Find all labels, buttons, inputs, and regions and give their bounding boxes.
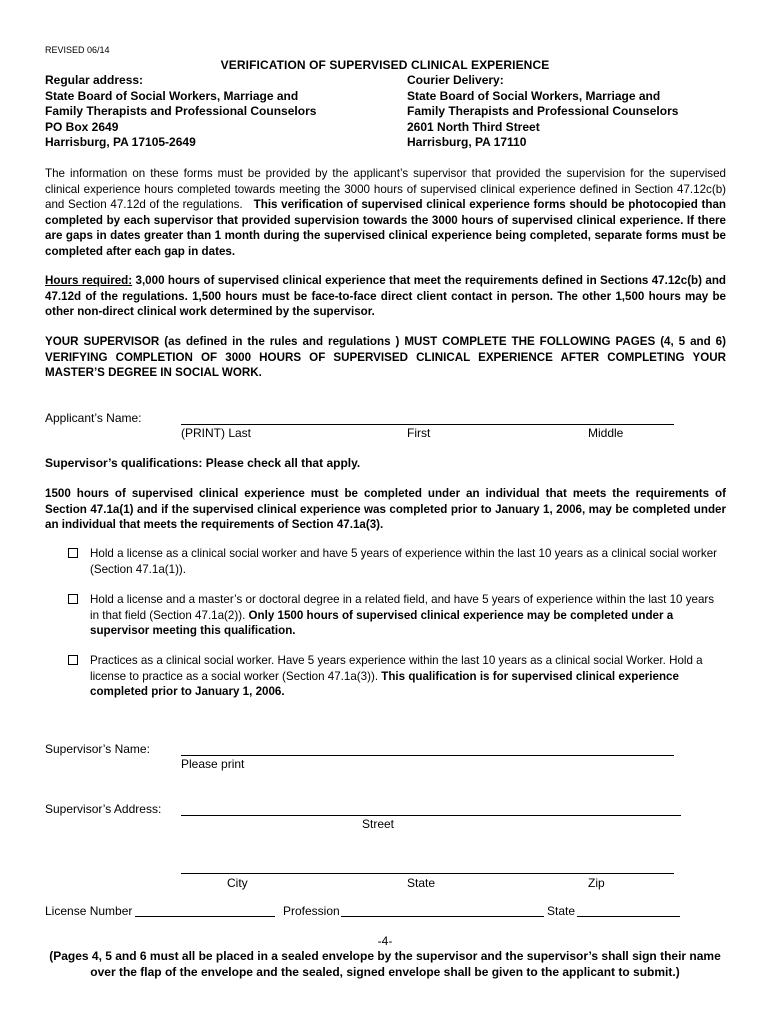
applicant-name-label: Applicant’s Name: <box>45 411 142 425</box>
intro-bold-text: This verification of supervised clinical experience forms should be photocopied than completed by each supervisor that provided supervision towards the 3000 hours of supervised clinical experience. If there are gaps in dates greater than 1 month during the supervised clinical experience being completed, separate forms must be completed after each gap in dates. <box>45 198 726 258</box>
intro-paragraph <box>45 166 726 259</box>
qualification-option-2 <box>68 592 718 639</box>
hours-required-label: Hours required: <box>45 274 133 287</box>
regular-address-line2: Family Therapists and Professional Counselors <box>45 104 317 119</box>
courier-address <box>407 73 678 151</box>
applicant-name-field[interactable] <box>181 424 674 425</box>
regular-address <box>45 73 316 151</box>
page-number: -4- <box>377 934 393 948</box>
state-hint: State <box>407 876 436 890</box>
courier-address-line4: Harrisburg, PA 17110 <box>407 135 527 150</box>
license-number-label: License Number <box>45 904 133 918</box>
supervisor-name-label: Supervisor’s Name: <box>45 742 150 756</box>
form-title: VERIFICATION OF SUPERVISED CLINICAL EXPERIENCE <box>220 58 550 72</box>
revision-label: REVISED 06/14 <box>45 45 110 55</box>
footer-note: (Pages 4, 5 and 6 must all be placed in a sealed envelope by the supervisor and the supervisor’s shall sign their name over the flap of the envelope and the sealed, signed envelope shall be given to the applicant to submit.) <box>49 949 721 979</box>
qualification-checkbox-3[interactable] <box>68 655 78 665</box>
qualification-option-2-bold: Only 1500 hours of supervised clinical experience may be completed under a supervisor meeting this qualification. <box>90 608 674 637</box>
courier-address-line3: 2601 North Third Street <box>407 119 540 134</box>
intro-normal-text: The information on these forms must be provided by the applicant’s supervisor that provided the supervision for the supervised clinical experience hours completed towards meeting the 3000 hours of supervised clinical experience defined in Section 47.12c(b) and Section 47.12d of the regulations. <box>45 167 726 211</box>
applicant-middle-hint: Middle <box>588 426 624 440</box>
qualification-option-1 <box>68 546 718 577</box>
hours-required-paragraph <box>45 273 726 320</box>
profession-field[interactable] <box>341 916 544 917</box>
license-number-field[interactable] <box>135 916 275 917</box>
license-state-label: State <box>547 904 576 918</box>
courier-address-label: Courier Delivery: <box>407 73 504 87</box>
profession-label: Profession <box>283 904 340 918</box>
supervisor-instruction: YOUR SUPERVISOR (as defined in the rules and regulations ) MUST COMPLETE THE FOLLOWING PAGES (4, 5 and 6) VERIFYING COMPLETION OF 3000 HOURS OF SUPERVISED CLINICAL EXPERIENCE AFTER COMPLETING YOUR MASTER’S DEGREE IN SOCIAL WORK. <box>45 335 726 379</box>
applicant-first-hint: First <box>407 426 431 440</box>
license-state-field[interactable] <box>577 916 680 917</box>
city-hint: City <box>227 876 248 890</box>
regular-address-line4: Harrisburg, PA 17105-2649 <box>45 135 196 150</box>
regular-address-line3: PO Box 2649 <box>45 119 119 134</box>
supervisor-address-label: Supervisor’s Address: <box>45 802 162 816</box>
courier-address-line2: Family Therapists and Professional Counselors <box>407 104 679 119</box>
applicant-last-hint: (PRINT) Last <box>181 426 252 440</box>
qualification-option-3-text: Practices as a clinical social worker. Have 5 years experience within the last 10 years as a clinical social Worker. Hold a license to practice as a social worker (Section 47.1a(3)). <box>90 654 703 683</box>
zip-hint: Zip <box>588 876 605 890</box>
qualification-option-3 <box>68 653 718 700</box>
regular-address-line1: State Board of Social Workers, Marriage and <box>45 88 299 103</box>
hours-required-text: 3,000 hours of supervised clinical experience that meet the requirements defined in Sections 47.12c(b) and 47.12d of the regulations. 1,500 hours must be face-to-face direct client contact in person. The other 1,500 hours may be other non-direct clinical work determined by the supervisor. <box>45 274 726 318</box>
qualification-option-1-text: Hold a license as a clinical social worker and have 5 years of experience within the last 10 years as a clinical social worker (Section 47.1a(1)). <box>90 547 718 576</box>
qualifications-intro: 1500 hours of supervised clinical experience must be completed under an individual that meets the requirements of Section 47.1a(1) and if the supervised clinical experience was completed prior to January 1, 2006, may be completed under an individual that meets the requirements of Section 47.1a(3). <box>45 487 726 531</box>
qualification-checkbox-1[interactable] <box>68 548 78 558</box>
qualifications-heading: Supervisor’s qualifications: Please check all that apply. <box>45 456 361 470</box>
supervisor-name-field[interactable] <box>181 755 674 756</box>
street-hint: Street <box>362 817 395 831</box>
qualification-option-2-text: Hold a license and a master’s or doctoral degree in a related field, and have 5 years of experience within the last 10 years in that field (Section 47.1a(2)). <box>90 593 715 622</box>
qualification-option-3-bold: This qualification is for supervised clinical experience completed prior to January 1, 2006. <box>90 669 679 698</box>
supervisor-city-state-zip-field[interactable] <box>181 873 674 874</box>
regular-address-label: Regular address: <box>45 73 144 87</box>
supervisor-name-hint: Please print <box>181 757 245 771</box>
supervisor-street-field[interactable] <box>181 815 681 816</box>
courier-address-line1: State Board of Social Workers, Marriage and <box>407 88 661 103</box>
qualification-checkbox-2[interactable] <box>68 594 78 604</box>
